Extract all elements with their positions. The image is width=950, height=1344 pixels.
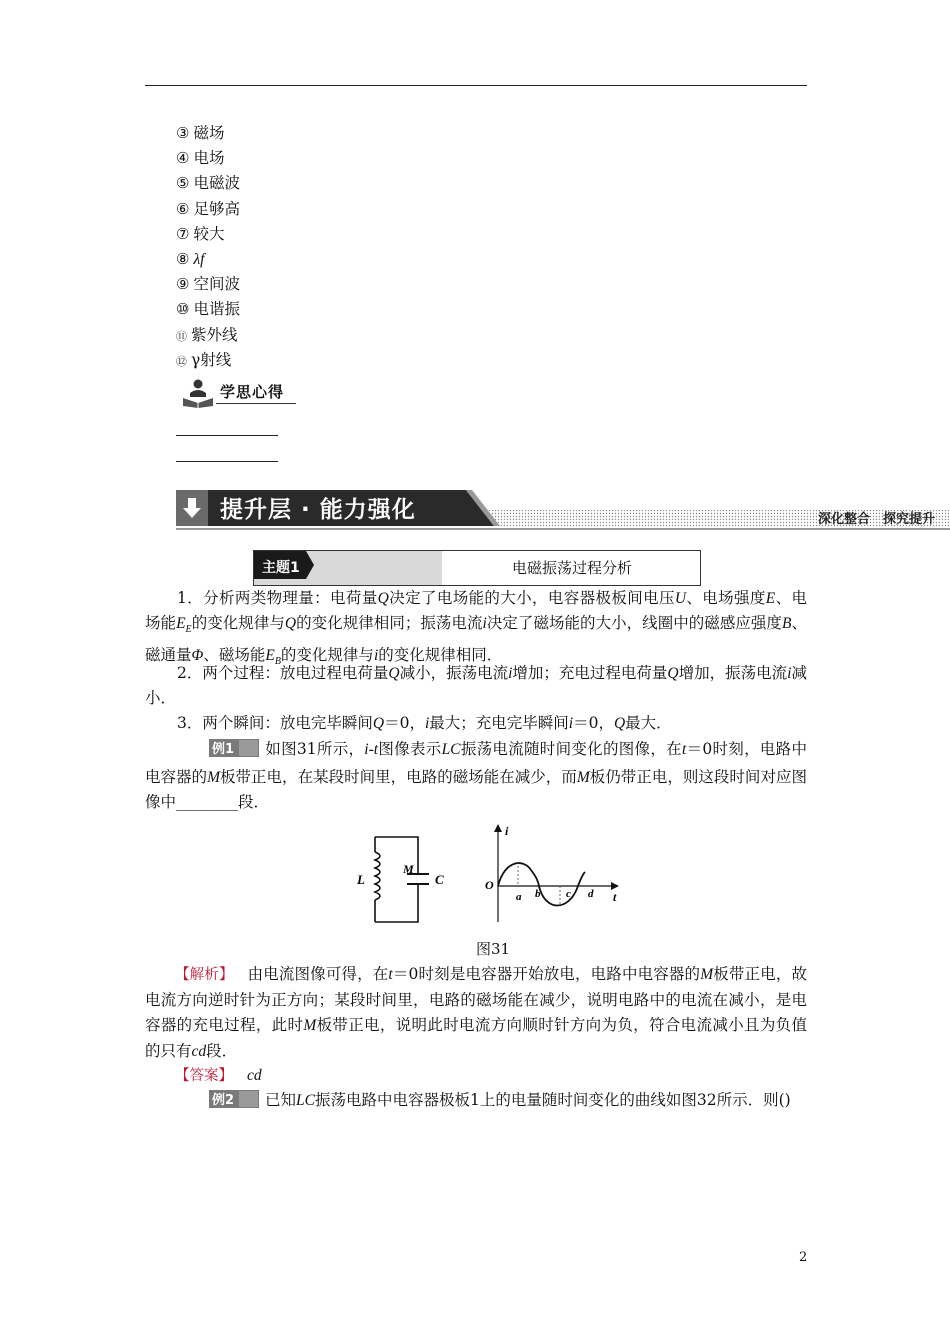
plate-m-label: M bbox=[403, 862, 414, 876]
example-badge bbox=[177, 1090, 259, 1116]
example-badge-shape bbox=[209, 739, 259, 757]
blank-line bbox=[176, 435, 278, 436]
list-item: ③ 磁场 bbox=[176, 124, 225, 142]
banner-title: 提升层 · 能力强化 bbox=[220, 497, 416, 523]
figure-31 bbox=[355, 822, 635, 930]
list-item: ⑦ 较大 bbox=[176, 224, 225, 243]
study-notes-heading bbox=[180, 377, 300, 409]
list-item: ⑥ 足够高 bbox=[176, 199, 240, 218]
example-badge-text: 例2 bbox=[212, 1093, 235, 1108]
point-c-label: c bbox=[566, 888, 571, 900]
graph-origin-label: O bbox=[485, 878, 494, 892]
figure-caption: 图31 bbox=[476, 940, 511, 958]
lc-circuit bbox=[375, 837, 429, 922]
list-item: ④ 电场 bbox=[176, 149, 225, 168]
answer bbox=[145, 1063, 807, 1089]
heading-underline bbox=[216, 403, 296, 404]
capacitor-label: C bbox=[435, 872, 444, 887]
answer-list bbox=[176, 121, 240, 373]
point-a-label: a bbox=[516, 891, 522, 903]
section-banner bbox=[176, 488, 950, 532]
example-2: 例2 已知LC振荡电路中电容器极板1上的电量随时间变化的曲线如图32所示．则() bbox=[145, 1088, 807, 1116]
analysis-tag: 【解析】 bbox=[175, 967, 234, 983]
reader-icon bbox=[180, 377, 216, 409]
point-3: 3．两个瞬间：放电完毕瞬间Q＝0，i最大；充电完毕瞬间i＝0，Q最大． bbox=[177, 714, 672, 732]
page-number: 2 bbox=[799, 1250, 808, 1265]
list-item: ⑤ 电磁波 bbox=[176, 174, 240, 193]
point-2: 2．两个过程：放电过程电荷量Q减小，振荡电流i增加；充电过程电荷量Q增加，振荡电流i减小． bbox=[145, 664, 807, 708]
point-1: 1．分析两类物理量：电荷量Q决定了电场能的大小，电容器极板间电压U、电场强度E、电场能$E_E$的变化规律与Q的变化规律相同；振荡电流i决定了磁场能的大小，线圈中的磁感应强度B、磁通量Φ、磁场能$E_B$的变化规律与i的变化规律相同． bbox=[145, 589, 807, 667]
point-b-label: b bbox=[535, 888, 541, 900]
example-badge bbox=[177, 739, 259, 765]
topic-title: 电磁振荡过程分析 bbox=[511, 559, 632, 577]
list-item: ⑫ γ射线 bbox=[176, 350, 232, 369]
banner-subtitle: 深化整合 探究提升 bbox=[818, 512, 936, 527]
list-item: ⑩ 电谐振 bbox=[176, 300, 240, 319]
example-badge-text: 例1 bbox=[212, 742, 235, 757]
study-notes-label: 学思心得 bbox=[220, 383, 285, 401]
list-item: ⑪ 紫外线 bbox=[176, 325, 238, 344]
graph-x-label: t bbox=[613, 890, 617, 904]
answer-tag: 【答案】 bbox=[175, 1068, 233, 1084]
analysis: 【解析】 由电流图像可得，在t＝0时刻是电容器开始放电，电路中电容器的M板带正电，故电流方向逆时针为正方向；某段时间里，电路的磁场能在减少，说明电路中的电流在减小，是电容器的充电过程，此时M板带正电，说明此时电流方向顺时针方向为负，符合电流减小且为负值的只有cd段． bbox=[145, 965, 807, 1060]
inductor-label: L bbox=[357, 872, 365, 887]
example-1: 例1 如图31所示，i-t图像表示LC振荡电流随时间变化的图像，在t＝0时刻，电路中电容器的M板带正电，在某段时间里，电路的磁场能在减少，而M板仍带正电，则这段时间对应图像中________段． bbox=[145, 740, 807, 812]
point-d-label: d bbox=[588, 888, 594, 900]
header-rule bbox=[145, 85, 807, 86]
blank-line bbox=[176, 461, 278, 462]
topic-box bbox=[253, 550, 701, 586]
list-item: ⑨ 空间波 bbox=[176, 275, 240, 294]
topic-label: 主题1 bbox=[262, 560, 300, 576]
list-item: ⑧ λf bbox=[176, 249, 205, 268]
example-badge-shape bbox=[209, 1090, 259, 1108]
current-graph bbox=[494, 824, 619, 922]
graph-y-label: i bbox=[505, 824, 509, 838]
answer-value: cd bbox=[247, 1067, 262, 1084]
